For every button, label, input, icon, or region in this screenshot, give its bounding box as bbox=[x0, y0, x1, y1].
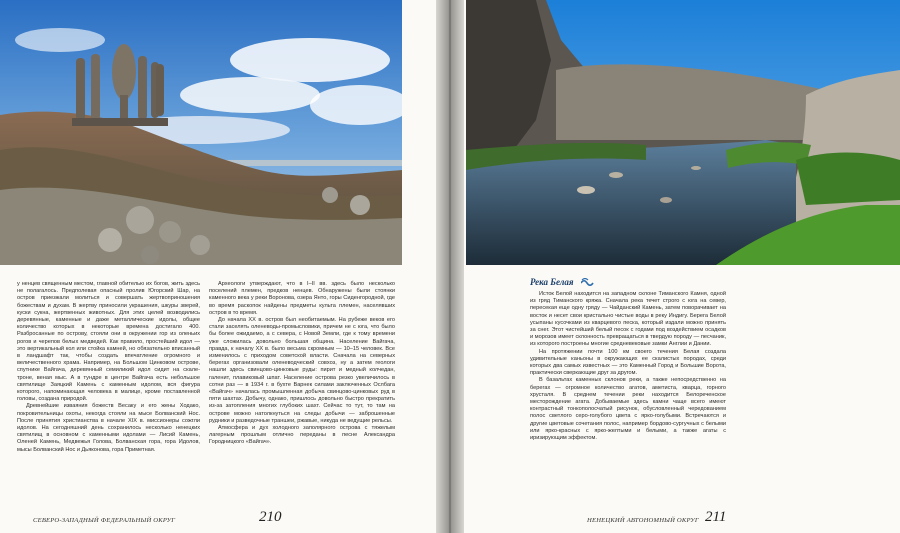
wave-icon bbox=[581, 278, 595, 286]
section-title: Река Белая bbox=[530, 277, 574, 287]
right-page bbox=[464, 0, 900, 533]
left-column-2 bbox=[209, 281, 395, 447]
paragraph: До начала XX в. остров был необитаемым. На рубеже веков его стали заселять оленеводы-промысловики, причем не с юга, что было бы более ожидаемо, а с севера, с Новой Земли, где к тому времени уже сложилась довольно большая община. Население Вайгача, правда, к началу XX в. было весьма скромным — 10–15 человек. Все изменилось с приходом советской власти. Сначала на северных берегах организовали оленеводческий совхоз, ну а затем геологи нашли здесь свинцово-цинковые руды: пирит и медный колчедан, галенит, плавиковый шпат. Население острова резко увеличилось в сотни раз — в 1934 г. в бухте Варнек силами заключенных Ослбага «Вайгач» началась промышленная добыча свинцово-цинковых руд в пяти шахтах. Добычу, однако, пришлось довольно быстро прекратить из-за затопления многих глубоких шахт. Сейчас то тут, то там на острове можно натолкнуться на следы добычи — заброшенные рудники и разведочные траншеи, ржавые, никуда не ведущие рельсы. bbox=[209, 317, 395, 424]
paragraph: В базальтах каменных склонов реки, а также непосредственно на берегах — огромное количество агатов, аметиста, кварца, горного хрусталя. В среднем течении реки находится Белореченское месторождение агата. Добываемые здесь камни чаще всего имеют контрастный тонкополосчатый рисунок, обусловленный чередованием полос светлого серо-голубого цвета с ярко-голубыми. Встречаются и другие цветовые сочетания полос, например бордово-сургучных с белыми или ярко-красных с ярко-желтыми и белыми, а также агаты с иризирующим эффектом. bbox=[530, 377, 726, 442]
paragraph: Исток Белой находится на западном склоне Тиманского Камня, одной из гряд Тиманского кряжа. Сначала река течет строго с юга на север, пересекая еще одну гряду — Чайданский Камень, затем поворачивает на восток и несет свои кристально чистые воды в реку Индигу. Берега Белой усыпаны кусочками из кварцевого песка, который издали можно принять за снег. Этот чистейший белый песок с годами под воздействием осадков и морозов имеет склонность превращаться в твердую породу — песчаник, из которого построены многие средневековые замки Англии и Дании. bbox=[530, 291, 726, 348]
paragraph: Древнейшие изваяния божеств Весаку и его жены Ходако, покровительницы охоты, некогда стояли на мысе Болванский Нос. После принятия христианства в начале XIX в. миссионеры сожгли идолов. На сегодняшний день сохранилось несколько ненецких святилищ в основном с каменными идолами — Лисий Камень, Оленей Камень, Медвежья Голова, Болванская гора, гора Идолов, мысы Болванский Нос и Дьяконова, гора Приметная. bbox=[17, 403, 200, 453]
left-page bbox=[0, 0, 436, 533]
page-number: 210 bbox=[259, 509, 282, 525]
paragraph: у ненцев священным местом, главной обителью их богов, жить здесь не полагалось. Предполевая опасный пролив Югорский Шар, на остров приезжали молиться и совершать жертвоприношения божествам и духам. В жертву приносили украшения, шкуры зверей, куски сукна, жертвенных животных. Для этих целей возводились деревянные, каменные и даже металлические идолы, общее количество которых в некоторые времена достигало 400. Разбросанные по острову, стояли они в окружении гор из оленьих рогов и черепов белых медведей. Как правило, простейший идол — это вертикальный кол или стойка камней, но обязательно вписанный в ландшафт так, чтобы создать впечатление огромного и величественного храма. Например, на Большом Цинковом острове, спутнике Вайгача, деревянный семиликий идол сидит на скале-троне, веная мыс. А в тундре в центре Вайгача есть небольшое святилище Заяцкий Камень с каменным идолом, вся фигура которого, напоминающая человека в малице, кроме поставленной головы, создана природой. bbox=[17, 281, 200, 403]
left-column-1 bbox=[17, 281, 200, 454]
footer-section-title: СЕВЕРО-ЗАПАДНЫЙ ФЕДЕРАЛЬНЫЙ ОКРУГ bbox=[33, 517, 176, 524]
river-canyon-photo bbox=[466, 0, 900, 265]
paragraph: Археологи утверждают, что в I–II вв. здесь было несколько поселений племен, предков ненцев. Обнаружены были стоянки каменного века у реки Воронова, озера Янто, горы Сиденгородной, где во время раскопок найдены предметы культа племен, населявших остров в то время. bbox=[209, 281, 395, 316]
idols-photo bbox=[0, 0, 402, 265]
right-column-1 bbox=[530, 291, 726, 442]
page-number: 211 bbox=[705, 509, 727, 525]
paragraph: На протяжении почти 100 км своего течения Белая создала удивительные каньоны в окружающих ее скалистых породах, среди которых два самых известных — это Каменный Город и Большие Ворота, практически сверкающие друг за другом. bbox=[530, 348, 726, 377]
footer-section-title: НЕНЕЦКИЙ АВТОНОМНЫЙ ОКРУГ bbox=[587, 517, 699, 524]
book-gutter bbox=[436, 0, 464, 533]
paragraph: Атмосфера и дух холодного заполярного острова с тяжелым лагерным прошлым отлично переданы в песне Александра Городницкого «Вайгач». bbox=[209, 425, 395, 446]
